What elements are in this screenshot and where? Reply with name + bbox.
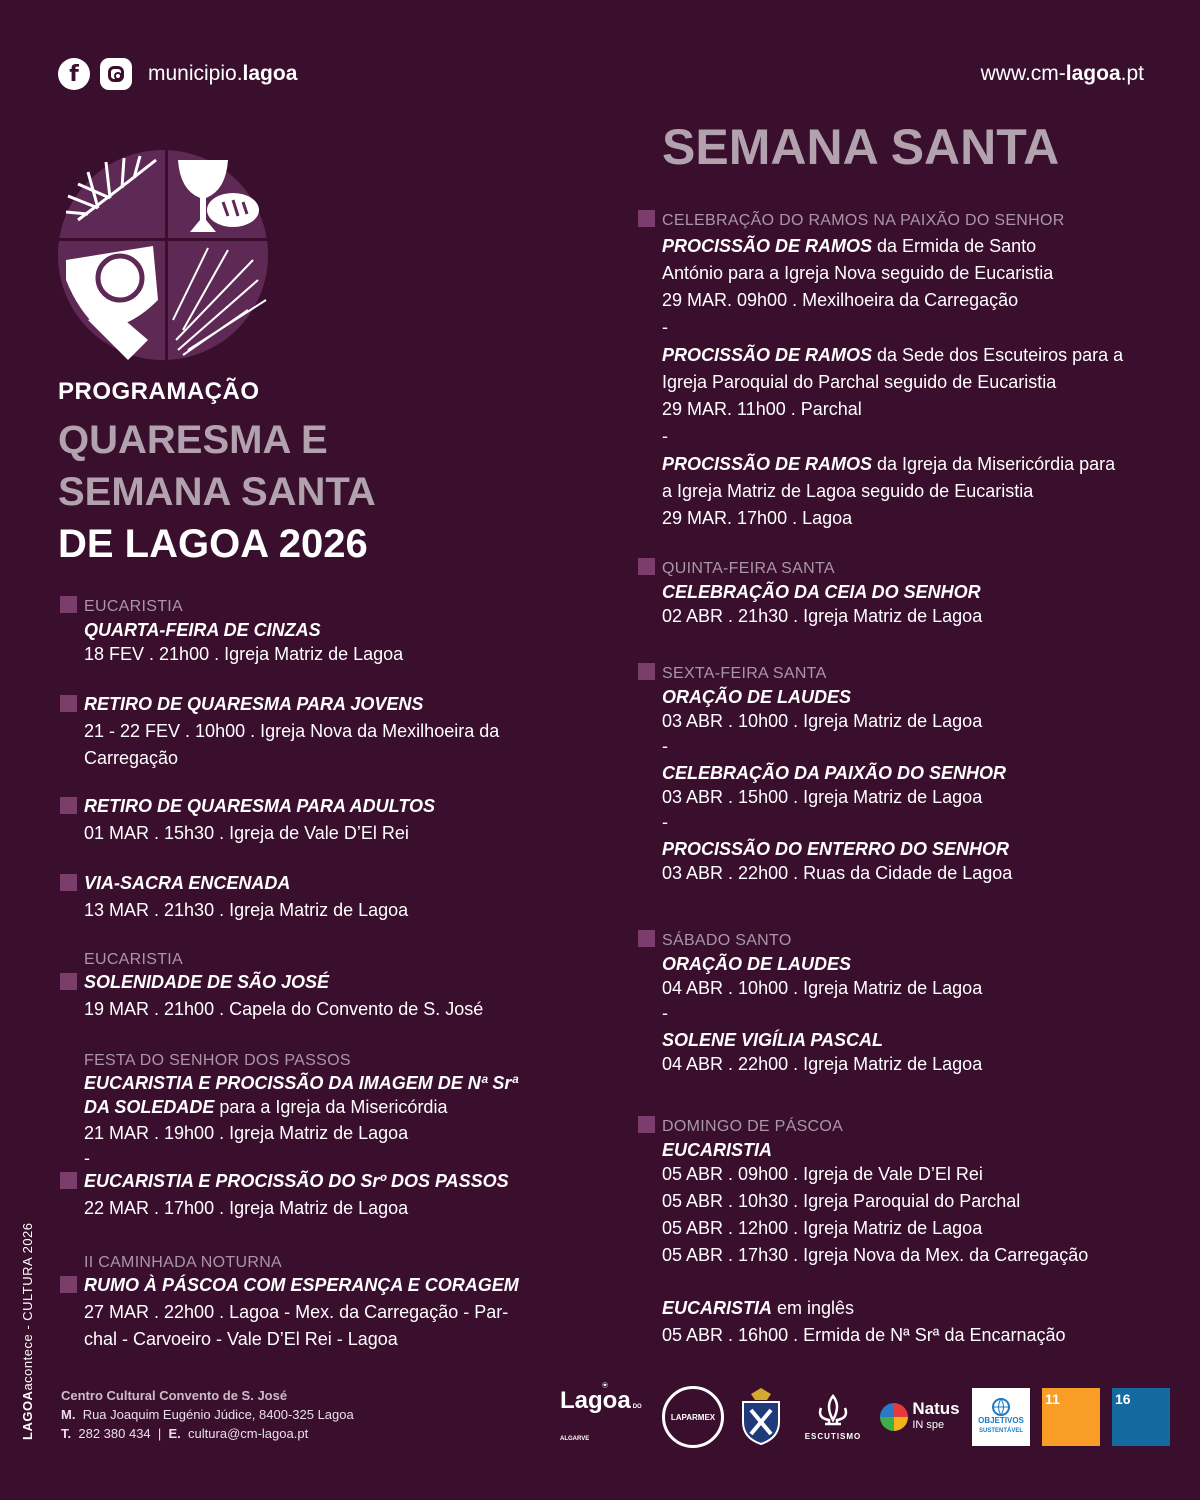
event-details: 29 MAR. 09h00 . Mexilhoeira da Carregação [662,290,1019,310]
section-category: DOMINGO DE PÁSCOA [662,1118,844,1135]
event-category: EUCARISTIA [84,598,184,615]
event-title: ORAÇÃO DE LAUDES [662,687,852,707]
event-details-cont: chal - Carvoeiro - Vale D’El Rei - Lagoa [84,1329,398,1349]
event-title: EUCARISTIA [662,1298,773,1318]
event-title-rest: da Ermida de Santo [872,236,1037,256]
event-title-rest: da Igreja da Misericórdia para [872,454,1116,474]
title-line-2: SEMANA SANTA [58,470,376,514]
bullet-square [60,874,77,891]
page-title [58,414,376,570]
event-details: 21 - 22 FEV . 10h00 . Igreja Nova da Mexilhoeira da [84,721,500,741]
website-link[interactable]: www.cm-lagoa.pt [980,62,1144,85]
event-retiro-adultos [60,796,435,847]
laparmex-logo [662,1386,724,1448]
event-title: ORAÇÃO DE LAUDES [662,954,852,974]
natus-logo-sub: IN spe [912,1419,945,1431]
event-details: a Igreja Matriz de Lagoa seguido de Eucaristia [662,481,1034,501]
event-details: 05 ABR . 17h30 . Igreja Nova da Mex. da Carregação [662,1245,1089,1265]
event-details: 04 ABR . 10h00 . Igreja Matriz de Lagoa [662,978,983,998]
event-details: 22 MAR . 17h00 . Igreja Matriz de Lagoa [84,1198,409,1218]
separator-dash: - [662,812,668,832]
separator-dash: - [662,317,668,337]
section-category: CELEBRAÇÃO DO RAMOS NA PAIXÃO DO SENHOR [662,212,1065,229]
event-details: 04 ABR . 22h00 . Igreja Matriz de Lagoa [662,1054,983,1074]
natus-logo-text: Natus [912,1399,960,1418]
event-details: 05 ABR . 12h00 . Igreja Matriz de Lagoa [662,1218,983,1238]
event-details: 13 MAR . 21h30 . Igreja Matriz de Lagoa [84,900,409,920]
bullet-square [60,695,77,712]
address: Rua Joaquim Eugénio Júdice, 8400-325 Lagoa [82,1407,354,1422]
event-category: FESTA DO SENHOR DOS PASSOS [84,1052,351,1069]
separator-dash: - [84,1148,90,1168]
event-details: 19 MAR . 21h00 . Capela do Convento de S. José [84,999,484,1019]
social-handle[interactable]: municipio.lagoa [148,62,298,85]
instagram-icon[interactable] [100,58,132,90]
escutismo-logo-text: ESCUTISMO [804,1431,862,1441]
event-details: 21 MAR . 19h00 . Igreja Matriz de Lagoa [84,1123,409,1143]
email-link[interactable]: cultura@cm-lagoa.pt [188,1426,309,1441]
event-title: PROCISSÃO DE RAMOS [662,454,873,474]
lagoa-logo-sub: DO ALGARVE [560,1404,642,1442]
laparmex-logo-text: LAPARMEX [670,1412,716,1422]
event-title: CELEBRAÇÃO DA CEIA DO SENHOR [662,582,981,602]
event-senhor-dos-passos [60,1052,518,1222]
bullet-square [638,663,655,680]
event-title: EUCARISTIA [662,1140,773,1160]
easter-emblem-icon [58,150,268,360]
event-via-sacra [60,873,408,924]
event-title-rest: da Sede dos Escuteiros para a [872,345,1124,365]
parish-crest-icon [736,1387,786,1447]
event-title: CELEBRAÇÃO DA PAIXÃO DO SENHOR [662,763,1007,783]
bullet-square [60,1276,77,1293]
event-quarta-feira-cinzas [60,596,403,668]
lagoa-logo-text: Lagoa [560,1387,631,1414]
natus-color-icon [880,1403,908,1431]
bullet-square [60,797,77,814]
bullet-square [638,1116,655,1133]
email-label: E. [168,1426,181,1441]
globe-icon [992,1398,1010,1416]
event-details: 03 ABR . 15h00 . Igreja Matriz de Lagoa [662,787,983,807]
escutismo-logo [798,1387,868,1447]
phone[interactable]: 282 380 434 [78,1426,151,1441]
event-details-cont: Carregação [84,748,179,768]
event-retiro-jovens [60,694,499,772]
event-title: RUMO À PÁSCOA COM ESPERANÇA E CORAGEM [84,1275,519,1295]
event-details: 03 ABR . 22h00 . Ruas da Cidade de Lagoa [662,863,1013,883]
section-sexta-feira-santa [638,663,1012,887]
separator-dash: - [662,1003,668,1023]
ods-logo-sub: SUSTENTÁVEL [978,1428,1023,1434]
event-title: PROCISSÃO DE RAMOS [662,236,873,256]
section-domingo-pascoa [638,1116,1088,1349]
separator-dash: - [662,426,668,446]
bullet-square [60,1172,77,1189]
event-title-cont: DA SOLEDADE [84,1097,215,1117]
event-details: 18 FEV . 21h00 . Igreja Matriz de Lagoa [84,644,404,664]
section-category: SÁBADO SANTO [662,932,792,949]
event-title: VIA-SACRA ENCENADA [84,873,291,893]
social-handles [58,58,297,90]
event-details: 05 ABR . 16h00 . Ermida de Nª Srª da Encarnação [662,1325,1066,1345]
event-details: António para a Igreja Nova seguido de Eucaristia [662,263,1054,283]
vertical-tagline: LAGOAacontece - CULTURA 2026 [20,1222,35,1440]
event-details: 05 ABR . 09h00 . Igreja de Vale D’El Rei [662,1164,983,1184]
programacao-label: PROGRAMAÇÃO [58,378,260,405]
event-title: SOLENE VIGÍLIA PASCAL [662,1030,884,1050]
section-category: QUINTA-FEIRA SANTA [662,560,835,577]
separator: | [157,1426,162,1441]
event-caminhada-noturna [60,1254,519,1353]
event-title: RETIRO DE QUARESMA PARA ADULTOS [84,796,436,816]
semana-santa-title: SEMANA SANTA [662,119,1060,175]
event-title: PROCISSÃO DE RAMOS [662,345,873,365]
address-label: M. [61,1407,76,1422]
bullet-square [638,930,655,947]
ods-16-logo [1112,1388,1170,1446]
event-details: 29 MAR. 17h00 . Lagoa [662,508,853,528]
section-sabado-santo [638,930,982,1078]
bullet-square [638,210,655,227]
fleur-de-lis-icon [815,1394,851,1432]
event-title: SOLENIDADE DE SÃO JOSÉ [84,972,330,992]
ods-logo-text: OBJETIVOS [978,1416,1024,1425]
ods-11-logo [1042,1388,1100,1446]
event-details: 27 MAR . 22h00 . Lagoa - Mex. da Carregação - Par- [84,1302,509,1322]
event-category: EUCARISTIA [84,951,184,968]
event-details: 29 MAR. 11h00 . Parchal [662,399,862,419]
phone-label: T. [61,1426,72,1441]
bullet-square [60,973,77,990]
venue-name: Centro Cultural Convento de S. José [61,1388,288,1403]
event-title: PROCISSÃO DO ENTERRO DO SENHOR [662,839,1010,859]
event-details: 01 MAR . 15h30 . Igreja de Vale D’El Rei [84,823,409,843]
ods-16-number: 16 [1115,1391,1131,1407]
bullet-square [638,558,655,575]
section-ramos [638,210,1123,532]
title-line-1: QUARESMA E [58,418,328,462]
ods-11-number: 11 [1045,1391,1060,1407]
event-details: 05 ABR . 10h30 . Igreja Paroquial do Parchal [662,1191,1021,1211]
section-category: SEXTA-FEIRA SANTA [662,665,827,682]
event-details: Igreja Paroquial do Parchal seguido de Eucaristia [662,372,1057,392]
event-title: RETIRO DE QUARESMA PARA JOVENS [84,694,424,714]
facebook-icon[interactable]: f [58,58,90,90]
lagoa-logo [560,1382,650,1452]
title-line-3: DE LAGOA 2026 [58,522,368,566]
natus-in-spe-logo [880,1389,960,1445]
event-sao-jose [60,951,483,1023]
event-title-rest: para a Igreja da Misericórdia [214,1097,448,1117]
event-category: II CAMINHADA NOTURNA [84,1254,283,1271]
contact-block [61,1386,354,1443]
event-title: EUCARISTIA E PROCISSÃO DO Srº DOS PASSOS [84,1171,509,1191]
event-details: 03 ABR . 10h00 . Igreja Matriz de Lagoa [662,711,983,731]
separator-dash: - [662,736,668,756]
partner-logos [560,1382,1170,1452]
section-quinta-feira-santa [638,558,982,630]
event-title: EUCARISTIA E PROCISSÃO DA IMAGEM DE Nª Srª [84,1073,519,1093]
ods-logo [972,1388,1030,1446]
event-title: QUARTA-FEIRA DE CINZAS [84,620,321,640]
bullet-square [60,596,77,613]
event-title-rest: em inglês [772,1298,855,1318]
event-details: 02 ABR . 21h30 . Igreja Matriz de Lagoa [662,606,983,626]
